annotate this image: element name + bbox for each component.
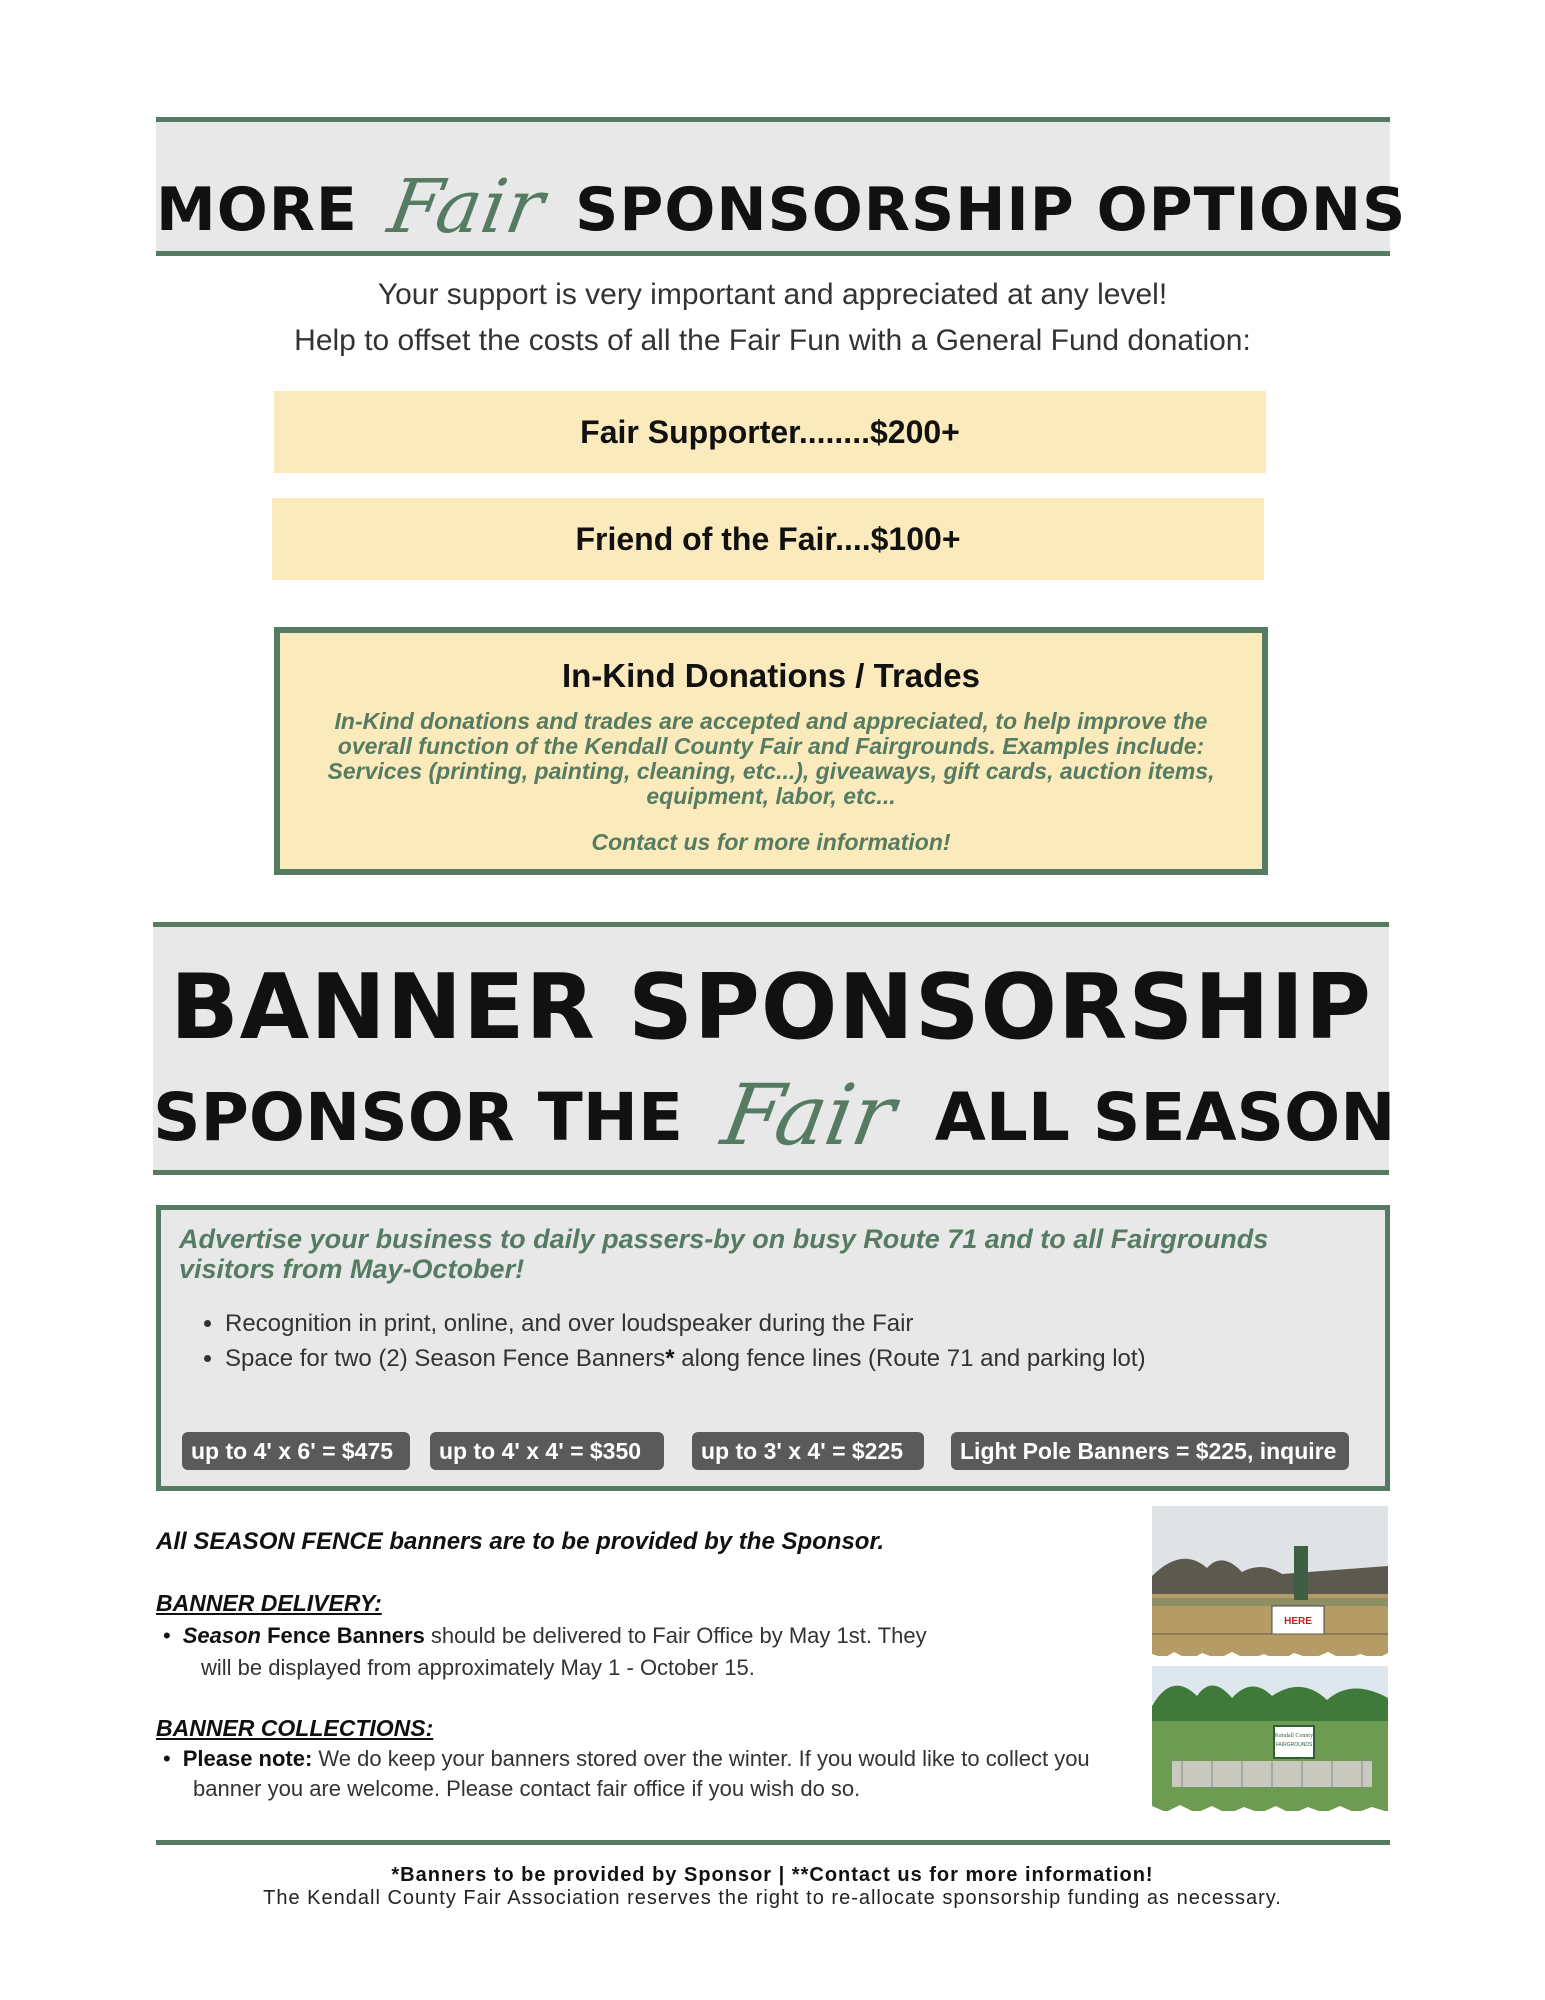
title-more: MORE [156,175,358,245]
collection-text: We do keep your banners stored over the winter. If you would like to collect you [312,1746,1090,1771]
banner-subtitle [153,1062,1396,1164]
fairgrounds-photo [1152,1506,1388,1820]
price-tag: up to 4' x 6' = $475 [182,1432,410,1470]
benefit-text: Space for two (2) Season Fence Banners [225,1345,666,1372]
collection-item [163,1744,1133,1804]
advertise-box [156,1205,1390,1491]
inkind-body: In-Kind donations and trades are accepted and appreciated, to help improve the overall function of the Kendall County Fair and Fairgrounds. Examples include: Services (printing, painting, cleaning, etc...), giveaways, gift cards, auction items, equipment, labor, etc... [327,708,1215,809]
subtitle-fair-script: Fair [715,1066,903,1164]
advertise-lead: Advertise your business to daily passers-by on busy Route 71 and to all Fairgrounds visitors from May-October! [179,1224,1269,1284]
subtitle-right: ALL SEASON [934,1079,1396,1156]
collection-heading [156,1715,1126,1742]
delivery-text: should be delivered to Fair Office by May 1st. They [424,1623,927,1648]
asterisk: * [665,1345,675,1372]
benefit-item [225,1345,1146,1372]
delivery-season: Season [182,1623,261,1648]
intro-line-2: Help to offset the costs of all the Fair Fun with a General Fund donation: [294,324,1251,357]
season-notice: All SEASON FENCE banners are to be provided by the Sponsor. [156,1528,885,1555]
delivery-heading-text: BANNER DELIVERY: [156,1590,382,1616]
inkind-contact: Contact us for more information! [591,829,951,855]
sign2-text: Kendall County [1274,1733,1314,1739]
title-fair-script: Fair [382,164,551,250]
delivery-item [163,1620,1133,1684]
bullet: • [163,1623,171,1648]
delivery-text-2: will be displayed from approximately May 1 - October 15. [201,1655,755,1680]
sign2-sub: FAIRGROUNDS [1275,1742,1313,1748]
footer-note: *Banners to be provided by Sponsor | **Contact us for more information! [391,1864,1154,1886]
delivery-fence: Fence Banners [260,1623,425,1648]
collection-note: Please note: [182,1746,313,1771]
collection-text-2: banner you are welcome. Please contact fair office if you wish do so. [193,1776,861,1801]
banner-title: BANNER SPONSORSHIP [170,955,1372,1060]
benefit-text: along fence lines (Route 71 and parking lot) [674,1345,1146,1372]
footer-disclaimer: The Kendall County Fair Association reserves the right to re-allocate sponsorship funding as necessary. [263,1887,1282,1909]
price-tag: up to 4' x 4' = $350 [430,1432,664,1470]
price-tag: up to 3' x 4' = $225 [692,1432,924,1470]
subtitle-left: SPONSOR THE [153,1079,684,1156]
bullet: • [163,1746,171,1771]
level-friend-of-fair: Friend of the Fair....$100+ [272,498,1264,580]
banner-band [153,922,1396,1175]
page-title [156,162,1407,250]
header-band [156,117,1407,256]
delivery-heading [156,1590,1126,1617]
intro-line-1: Your support is very important and appreciated at any level! [377,278,1168,311]
sign-text: HERE [1284,1616,1312,1627]
title-rest: SPONSORSHIP OPTIONS [575,175,1407,245]
price-tag: Light Pole Banners = $225, inquire [951,1432,1349,1470]
inkind-title: In-Kind Donations / Trades [561,657,981,694]
inkind-box [274,627,1268,875]
benefit-list [185,1310,1146,1380]
fairgrounds-photo-image [1152,1506,1388,1820]
collection-heading-text: BANNER COLLECTIONS: [156,1715,434,1741]
footer-divider [156,1840,1390,1845]
level-fair-supporter: Fair Supporter........$200+ [274,391,1266,473]
benefit-item: • Recognition in print, online, and over loudspeaker during the Fair [225,1310,1146,1337]
